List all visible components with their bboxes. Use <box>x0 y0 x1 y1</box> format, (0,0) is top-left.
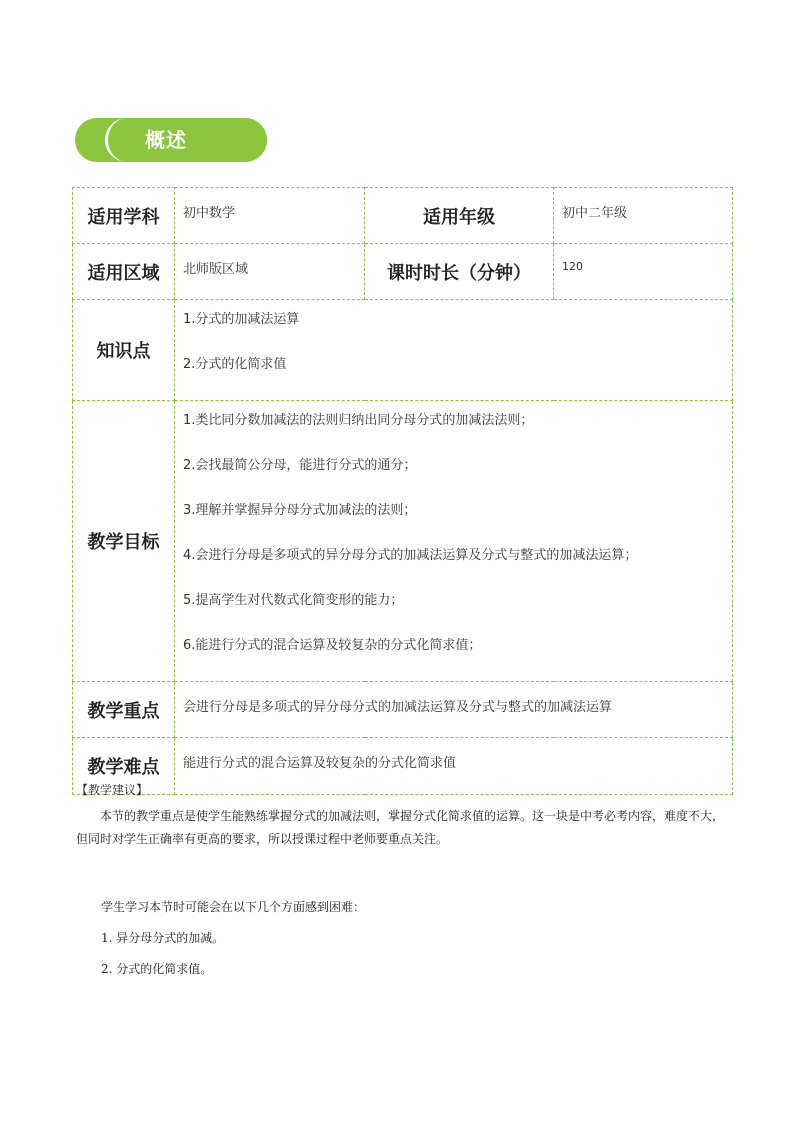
table-row <box>73 188 733 244</box>
list-item: 1.分式的加减法运算 <box>183 312 300 327</box>
knowledge-label: 知识点 <box>73 300 175 401</box>
list-item: 1. 异分母分式的加减。 <box>101 931 225 945</box>
grade-value: 初中二年级 <box>554 188 733 244</box>
list-item: 5.提高学生对代数式化简变形的能力； <box>183 593 404 608</box>
list-item: 1.类比同分数加减法的法则归纳出同分母分式的加减法法则； <box>183 413 534 428</box>
key-point-value: 会进行分母是多项式的异分母分式的加减法运算及分式与整式的加减法运算 <box>175 682 733 738</box>
knowledge-list <box>175 300 733 401</box>
banner-title: 概述 <box>145 128 187 152</box>
list-item: 3.理解并掌握异分母分式加减法的法则； <box>183 503 417 518</box>
table-row <box>73 401 733 682</box>
grade-label: 适用年级 <box>365 188 554 244</box>
duration-value: 120 <box>554 244 733 300</box>
region-value: 北师版区域 <box>175 244 365 300</box>
subject-value: 初中数学 <box>175 188 365 244</box>
table-row <box>73 244 733 300</box>
list-item: 6.能进行分式的混合运算及较复杂的分式化简求值； <box>183 638 482 653</box>
advice-heading: 【教学建议】 <box>76 783 149 797</box>
region-label: 适用区域 <box>73 244 175 300</box>
objectives-list <box>175 401 733 682</box>
difficulty-label: 教学难点 <box>73 738 175 795</box>
key-point-label: 教学重点 <box>73 682 175 738</box>
table-row <box>73 300 733 401</box>
difficulty-value: 能进行分式的混合运算及较复杂的分式化简求值 <box>175 738 733 795</box>
subject-label: 适用学科 <box>73 188 175 244</box>
list-item: 2.会找最简公分母，能进行分式的通分； <box>183 458 417 473</box>
duration-label: 课时时长（分钟） <box>365 244 554 300</box>
advice-intro: 学生学习本节时可能会在以下几个方面感到困难： <box>101 900 366 914</box>
list-item: 2. 分式的化简求值。 <box>101 962 213 976</box>
course-info-table <box>72 187 733 795</box>
list-item: 4.会进行分母是多项式的异分母分式的加减法运算及分式与整式的加减法运算； <box>183 548 638 563</box>
objectives-label: 教学目标 <box>73 401 175 682</box>
list-item: 2.分式的化简求值 <box>183 357 287 372</box>
table-row <box>73 682 733 738</box>
advice-paragraph: 本节的教学重点是使学生能熟练掌握分式的加减法则，掌握分式化简求值的运算。这一块是中考必考内容，难度不大，但同时对学生正确率有更高的要求，所以授课过程中老师要重点关注。 <box>76 809 725 846</box>
overview-banner <box>75 118 267 162</box>
